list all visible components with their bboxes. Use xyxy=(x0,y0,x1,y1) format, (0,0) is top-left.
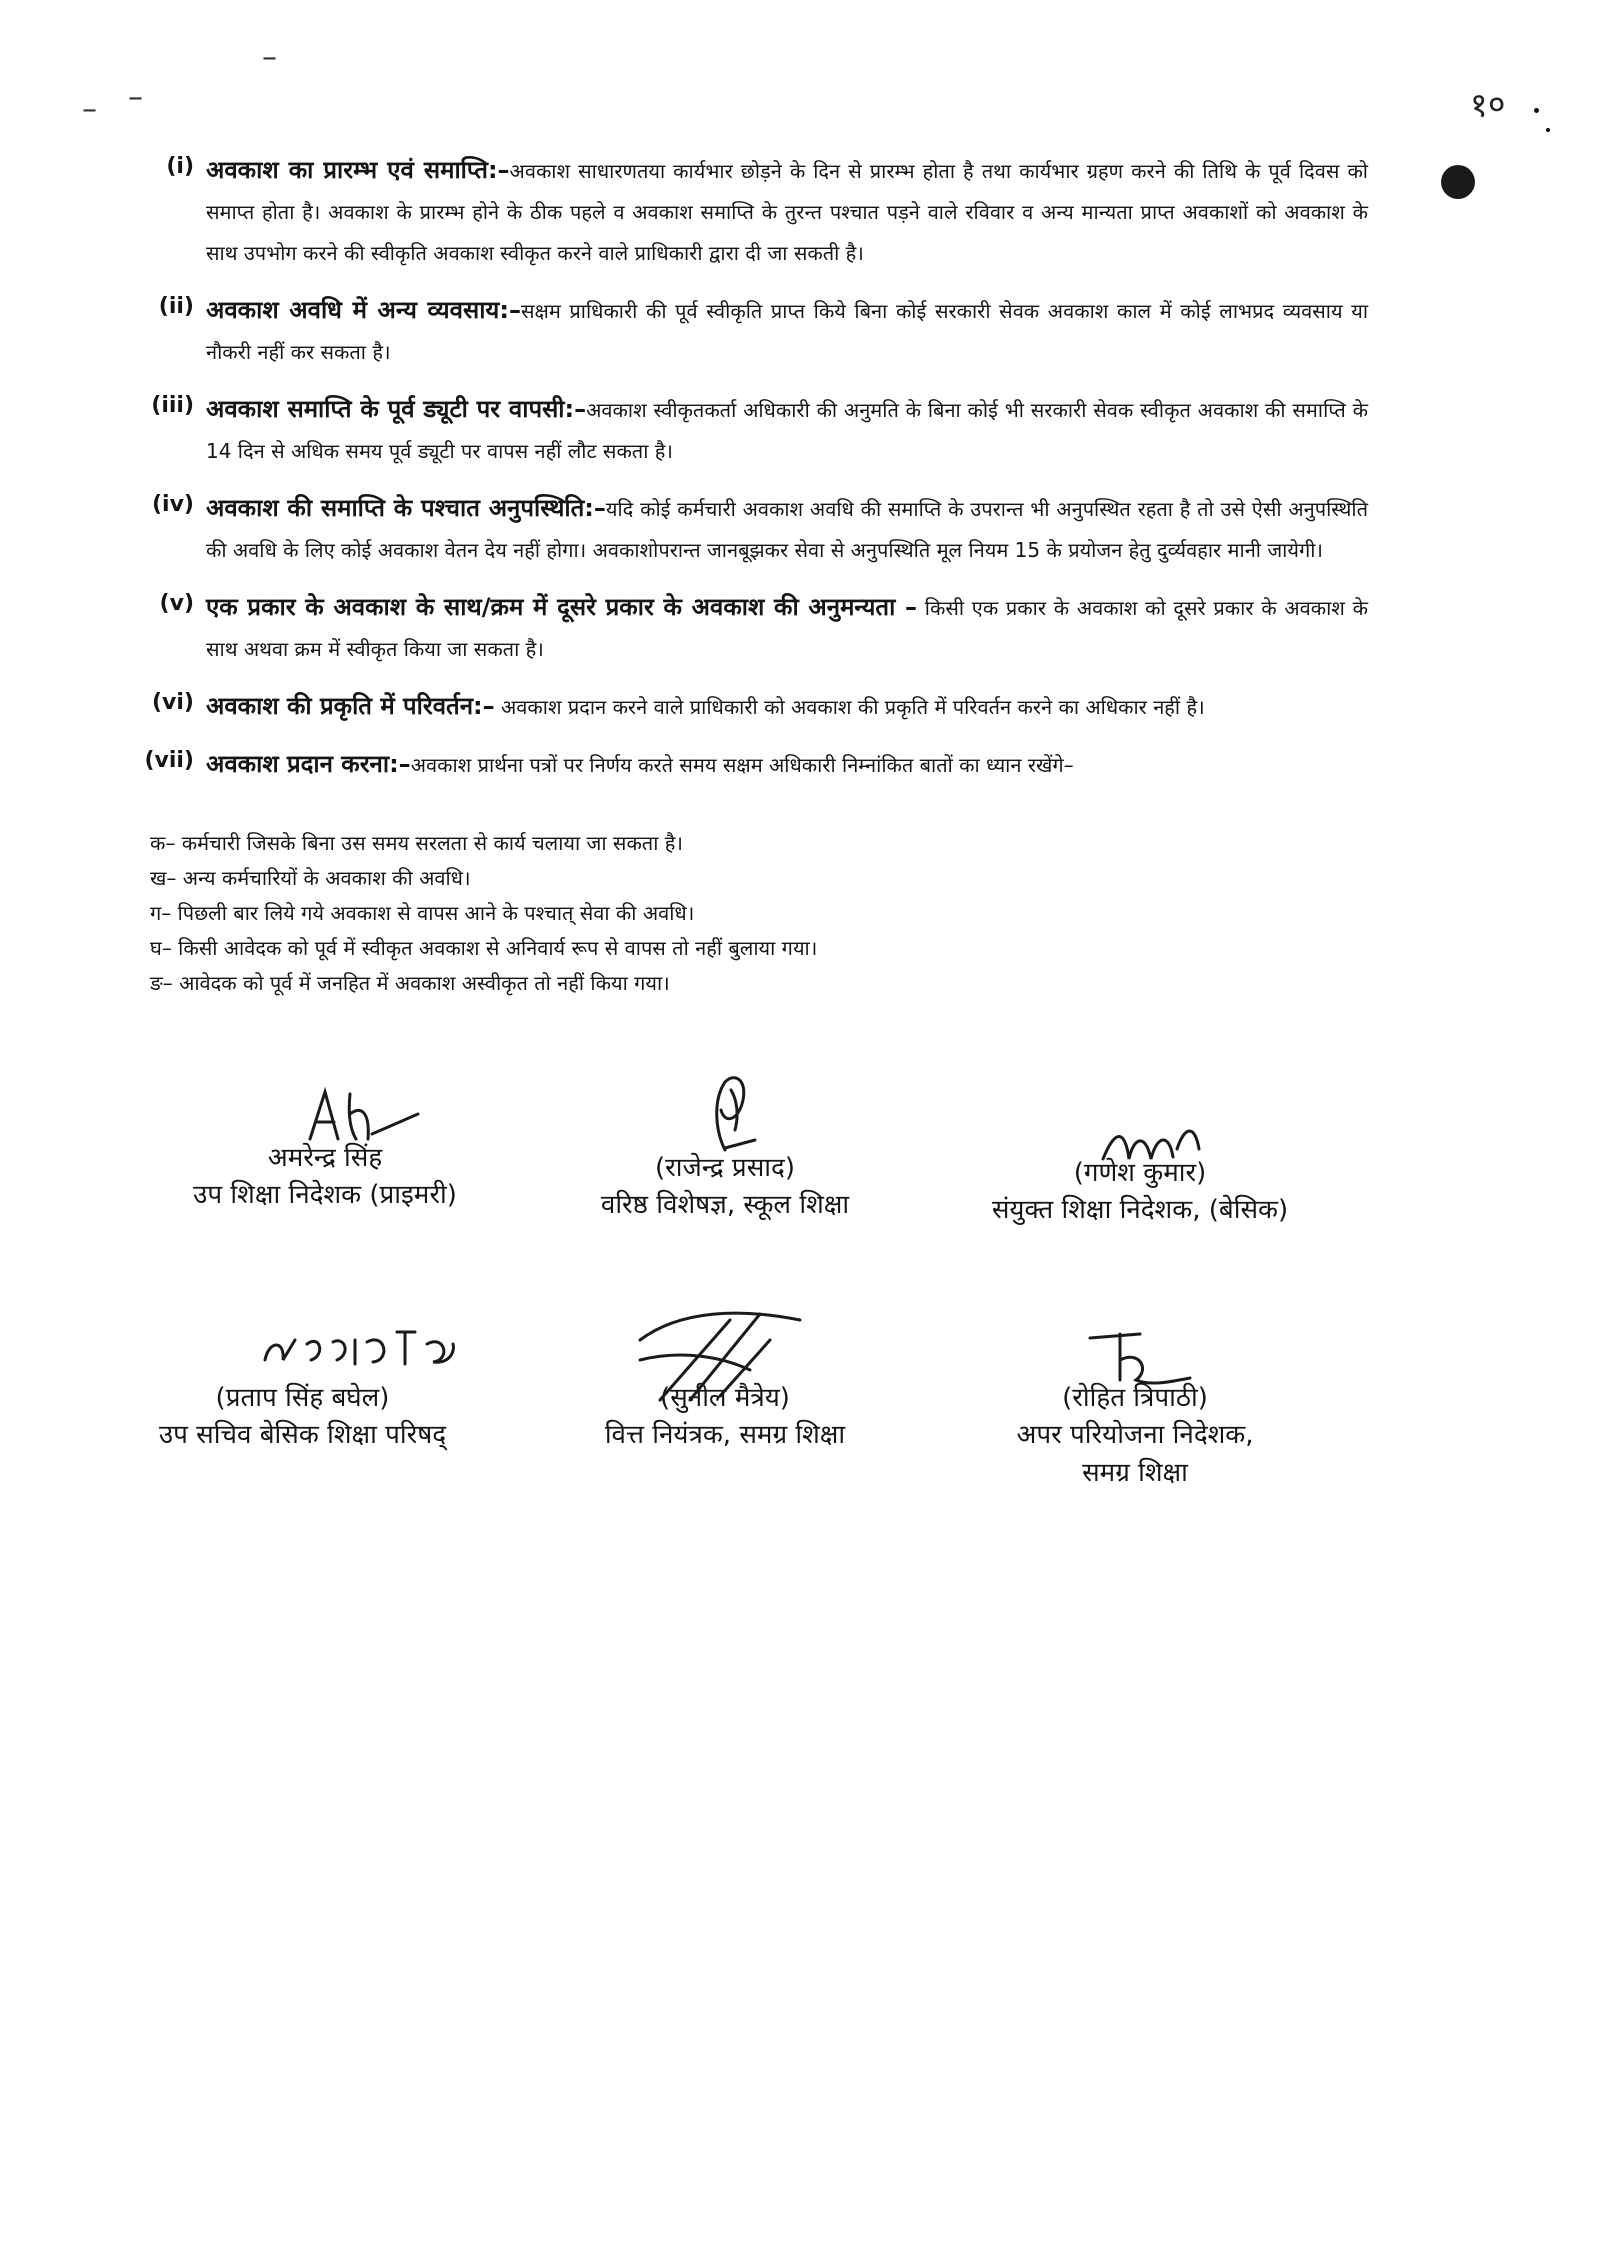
rule-text: यदि कोई कर्मचारी अवकाश अवधि की समाप्ति के उपरान्त भी अनुपस्थित रहता है तो उसे ऐसी अनुपस्थिति की अवधि के लिए कोई अवकाश वेतन देय नहीं होगा। अवकाशोपरान्त जानबूझकर सेवा से अनुपस्थिति मूल नियम 15 के प्रयोजन हेतु दुर्व्यवहार मानी जायेगी। xyxy=(206,497,1368,562)
rule-heading: अवकाश की प्रकृति में परिवर्तन:– xyxy=(206,692,495,720)
rule-body xyxy=(206,488,1368,571)
signatory-block xyxy=(555,1150,895,1224)
signatory-block xyxy=(560,1380,890,1454)
handwritten-signature xyxy=(300,1084,430,1154)
punch-hole xyxy=(1441,165,1475,199)
signatory-designation: उप सचिव बेसिक शिक्षा परिषद् xyxy=(158,1420,447,1450)
signatory-name: (सुनील मैत्रेय) xyxy=(660,1383,790,1413)
handwritten-signature xyxy=(695,1070,775,1160)
rule-item xyxy=(140,290,1368,373)
signatory-designation-line2: समग्र शिक्षा xyxy=(1082,1458,1188,1488)
sub-points-list xyxy=(150,826,1250,1001)
signatory-designation: वरिष्ठ विशेषज्ञ, स्कूल शिक्षा xyxy=(600,1190,850,1220)
stray-mark: – xyxy=(128,80,143,115)
signatory-name: (रोहित त्रिपाठी) xyxy=(1062,1383,1208,1413)
rule-body xyxy=(206,290,1368,373)
rule-text: अवकाश प्रदान करने वाले प्राधिकारी को अवकाश की प्रकृति में परिवर्तन करने का अधिकार नहीं है। xyxy=(501,695,1205,719)
rule-number: (vi) xyxy=(152,690,194,715)
stray-mark: – xyxy=(82,92,97,127)
rule-body xyxy=(206,686,1368,728)
rule-heading: अवकाश समाप्ति के पूर्व ड्यूटी पर वापसी:– xyxy=(206,395,587,423)
handwritten-signature xyxy=(255,1320,485,1380)
rule-number: (vii) xyxy=(144,748,194,773)
rule-item xyxy=(140,744,1368,786)
sub-point: ग– पिछली बार लिये गये अवकाश से वापस आने के पश्चात् सेवा की अवधि। xyxy=(150,901,695,925)
handwritten-signature xyxy=(620,1300,820,1410)
sub-point: क– कर्मचारी जिसके बिना उस समय सरलता से कार्य चलाया जा सकता है। xyxy=(150,831,683,855)
rule-number: (i) xyxy=(166,154,194,179)
signatory-designation: संयुक्त शिक्षा निदेशक, (बेसिक) xyxy=(991,1195,1289,1225)
rule-body xyxy=(206,587,1368,670)
rule-number: (iv) xyxy=(152,492,194,517)
rule-text: सक्षम प्राधिकारी की पूर्व स्वीकृति प्राप्त किये बिना कोई सरकारी सेवक अवकाश काल में कोई लाभप्रद व्यवसाय या नौकरी नहीं कर सकता है। xyxy=(206,299,1368,364)
signatory-designation: वित्त नियंत्रक, समग्र शिक्षा xyxy=(604,1420,846,1450)
ink-dot xyxy=(1546,128,1550,132)
rule-body xyxy=(206,150,1368,274)
rule-number: (ii) xyxy=(158,294,194,319)
rule-body xyxy=(206,389,1368,472)
rule-text: किसी एक प्रकार के अवकाश को दूसरे प्रकार के अवकाश के साथ अथवा क्रम में स्वीकृत किया जा सकता है। xyxy=(206,596,1368,661)
signatory-name: (प्रताप सिंह बघेल) xyxy=(215,1383,390,1413)
rule-item xyxy=(140,686,1368,728)
stray-mark: – xyxy=(262,40,277,75)
page-number: १० xyxy=(1468,83,1507,127)
handwritten-signature xyxy=(1095,1119,1215,1179)
signatory-name: (गणेश कुमार) xyxy=(1073,1158,1207,1188)
signatory-name: (राजेन्द्र प्रसाद) xyxy=(655,1153,795,1183)
sub-point: घ– किसी आवेदक को पूर्व में स्वीकृत अवकाश से अनिवार्य रूप से वापस तो नहीं बुलाया गया। xyxy=(150,936,818,960)
rule-heading: अवकाश अवधि में अन्य व्यवसाय:– xyxy=(206,296,521,324)
signatory-block xyxy=(105,1380,500,1454)
rule-heading: एक प्रकार के अवकाश के साथ/क्रम में दूसरे प्रकार के अवकाश की अनुमन्यता – xyxy=(206,593,918,621)
rules-list xyxy=(140,150,1368,802)
signatory-block xyxy=(960,1380,1310,1492)
signatory-block xyxy=(140,1140,510,1214)
signatory-designation: उप शिक्षा निदेशक (प्राइमरी) xyxy=(193,1180,457,1210)
signatory-designation: अपर परियोजना निदेशक, xyxy=(1016,1420,1254,1450)
rule-text: अवकाश स्वीकृतकर्ता अधिकारी की अनुमति के बिना कोई भी सरकारी सेवक स्वीकृत अवकाश की समाप्ति के 14 दिन से अधिक समय पूर्व ड्यूटी पर वापस नहीं लौट सकता है। xyxy=(206,398,1368,463)
rule-text: अवकाश साधारणतया कार्यभार छोड़ने के दिन से प्रारम्भ होता है तथा कार्यभार ग्रहण करने की तिथि के पूर्व दिवस को समाप्त होता है। अवकाश के प्रारम्भ होने के ठीक पहले व अवकाश समाप्ति के तुरन्त पश्चात पड़ने वाले रविवार व अन्य मान्यता प्राप्त अवकाशों को अवकाश के साथ उपभोग करने की स्वीकृति अवकाश स्वीकृत करने वाले प्राधिकारी द्वारा दी जा सकती है। xyxy=(206,159,1368,265)
rule-item xyxy=(140,587,1368,670)
rule-item xyxy=(140,389,1368,472)
handwritten-signature xyxy=(1080,1320,1200,1400)
ink-dot xyxy=(1534,108,1539,113)
rule-text: अवकाश प्रार्थना पत्रों पर निर्णय करते समय सक्षम अधिकारी निम्नांकित बातों का ध्यान रखेंगे– xyxy=(410,753,1074,777)
rule-item xyxy=(140,150,1368,274)
signatory-block xyxy=(945,1155,1335,1229)
signatory-name: अमरेन्द्र सिंह xyxy=(267,1143,383,1173)
rule-heading: अवकाश प्रदान करना:– xyxy=(206,750,411,778)
rule-body xyxy=(206,744,1368,786)
rule-number: (iii) xyxy=(151,393,194,418)
rule-item xyxy=(140,488,1368,571)
sub-point: ङ– आवेदक को पूर्व में जनहित में अवकाश अस्वीकृत तो नहीं किया गया। xyxy=(150,971,670,995)
sub-point: ख– अन्य कर्मचारियों के अवकाश की अवधि। xyxy=(150,866,471,890)
rule-number: (v) xyxy=(159,591,194,616)
rule-heading: अवकाश का प्रारम्भ एवं समाप्ति:– xyxy=(206,156,510,184)
rule-heading: अवकाश की समाप्ति के पश्चात अनुपस्थिति:– xyxy=(206,494,606,522)
